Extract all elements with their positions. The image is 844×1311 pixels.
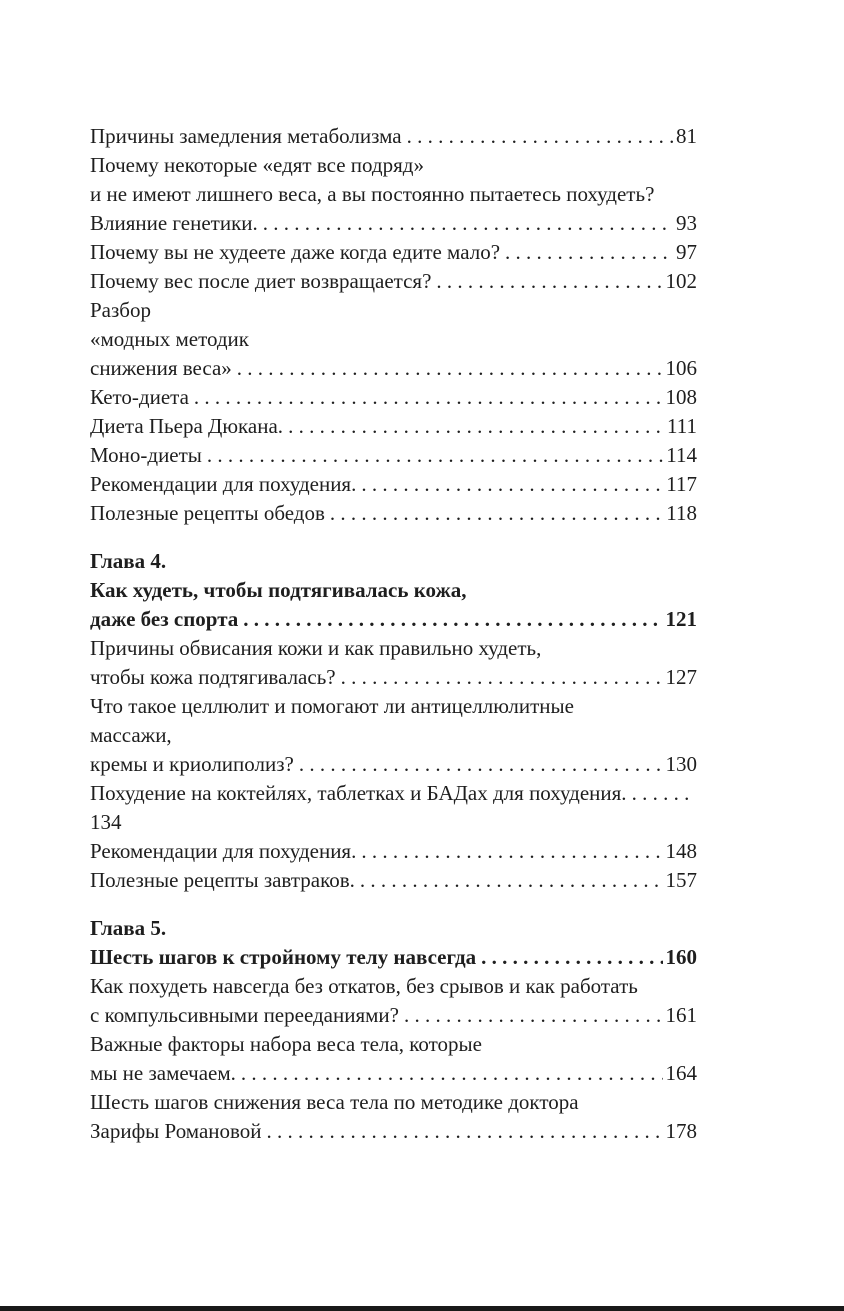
toc-entry-row [90, 972, 697, 1001]
toc-entry-title: Важные факторы набора веса тела, которые [90, 1032, 482, 1056]
toc-page-number: 178 [665, 1119, 697, 1143]
toc-entry-title: и не имеют лишнего веса, а вы постоянно пытаетесь похудеть? [90, 182, 655, 206]
toc-entry-title: Что такое целлюлит и помогают ли антицеллюлитные [90, 694, 574, 718]
toc-entry-title: Рекомендации для похудения. [90, 472, 357, 496]
dot-leader [325, 499, 663, 528]
dot-leader [627, 779, 694, 808]
toc-page-number: 118 [666, 501, 697, 525]
dot-leader [294, 750, 663, 779]
toc-entry-row [90, 441, 697, 470]
toc-entry-title: Моно-диеты [90, 443, 202, 467]
toc-entry-row [90, 412, 697, 441]
toc-entry-row [90, 383, 697, 412]
toc-entry-row [90, 1059, 697, 1088]
toc-page-number: 97 [676, 240, 697, 264]
toc-entry-row [90, 151, 697, 180]
toc-entry-title: Полезные рецепты завтраков. [90, 868, 355, 892]
toc-entry-row [90, 1117, 697, 1146]
dot-leader [236, 1059, 663, 1088]
toc-entry-title: Почему некоторые «едят все подряд» [90, 153, 424, 177]
page-bottom-edge [0, 1306, 844, 1311]
dot-leader [402, 122, 673, 151]
dot-leader [356, 837, 662, 866]
toc-entry-title: Почему вы не худеете даже когда едите мало? [90, 240, 501, 264]
toc-entry-row [90, 180, 697, 209]
toc-entry-row [90, 663, 697, 692]
dot-leader [336, 663, 663, 692]
toc-entry-row [90, 1030, 697, 1059]
toc-entry-row [90, 808, 697, 837]
toc-entry-row [90, 267, 697, 296]
dot-leader [476, 943, 662, 972]
toc-page-number: 93 [676, 211, 697, 235]
toc-chapter-row [90, 605, 697, 634]
toc-entry-row [90, 692, 697, 721]
toc-entry-title: Похудение на коктейлях, таблетках и БАДах для похудения. [90, 781, 627, 805]
dot-leader [189, 383, 663, 412]
toc-entry-title: Как похудеть навсегда без откатов, без срывов и как работать [90, 974, 638, 998]
toc-entry-row [90, 209, 697, 238]
dot-leader [258, 209, 673, 238]
toc-entry-title: Глава 5. [90, 916, 167, 940]
toc-chapter-row [90, 547, 697, 576]
toc-page-number: 108 [665, 385, 697, 409]
toc-chapter-row [90, 576, 697, 605]
toc-entry-row [90, 122, 697, 151]
toc-entry-row [90, 1001, 697, 1030]
dot-leader [283, 412, 664, 441]
dot-leader [431, 267, 662, 296]
toc-entry-title: Почему вес после диет возвращается? [90, 269, 432, 293]
toc-entry-title: Диета Пьера Дюкана. [90, 414, 284, 438]
toc-entry-title: с компульсивными перееданиями? [90, 1003, 399, 1027]
toc-page-number: 117 [666, 472, 697, 496]
toc-entry-title: Кето-диета [90, 385, 189, 409]
toc-entry-title: снижения веса» [90, 356, 232, 380]
toc-page-number: 121 [665, 607, 697, 631]
toc-entry-row [90, 750, 697, 779]
toc-page-number: 164 [665, 1061, 697, 1085]
toc-list [90, 122, 697, 1146]
toc-entry-title: Зарифы Романовой [90, 1119, 262, 1143]
toc-entry-row [90, 866, 697, 895]
toc-page-number: 161 [665, 1003, 697, 1027]
dot-leader [202, 441, 663, 470]
toc-entry-row [90, 721, 697, 750]
toc-entry-row [90, 325, 697, 354]
toc-entry-row [90, 779, 697, 808]
toc-entry-title: Шесть шагов снижения веса тела по методике доктора [90, 1090, 579, 1114]
toc-entry-row [90, 296, 697, 325]
toc-entry-title: Полезные рецепты обедов [90, 501, 325, 525]
dot-leader [355, 866, 663, 895]
toc-page-number: 130 [665, 752, 697, 776]
toc-entry-title: чтобы кожа подтягивалась? [90, 665, 336, 689]
dot-leader [262, 1117, 663, 1146]
toc-page-number: 106 [665, 356, 697, 380]
toc-entry-title: даже без спорта [90, 607, 239, 631]
toc-page-number: 127 [665, 665, 697, 689]
toc-entry-title: мы не замечаем. [90, 1061, 236, 1085]
toc-page-number: 81 [676, 124, 697, 148]
toc-entry-title: Влияние генетики. [90, 211, 258, 235]
toc-page-number: 102 [665, 269, 697, 293]
toc-entry-title: Рекомендации для похудения. [90, 839, 357, 863]
dot-leader [356, 470, 663, 499]
toc-entry-title: Как худеть, чтобы подтягивалась кожа, [90, 578, 467, 602]
dot-leader [238, 605, 662, 634]
toc-entry-title: массажи, [90, 723, 172, 747]
dot-leader [232, 354, 663, 383]
toc-page-number: 148 [665, 839, 697, 863]
toc-page-number: 157 [665, 868, 697, 892]
toc-entry-row [90, 634, 697, 663]
toc-entry-title: Причины обвисания кожи и как правильно худеть, [90, 636, 542, 660]
toc-entry-row [90, 1088, 697, 1117]
toc-entry-title: 134 [90, 810, 122, 834]
toc-entry-title: Причины замедления метаболизма [90, 124, 402, 148]
toc-entry-title: «модных методик [90, 327, 249, 351]
toc-page-number: 114 [666, 443, 697, 467]
toc-entry-row [90, 837, 697, 866]
dot-leader [399, 1001, 663, 1030]
dot-leader [500, 238, 673, 267]
toc-entry-title: Разбор [90, 298, 151, 322]
toc-page-number: 111 [667, 414, 697, 438]
toc-chapter-row [90, 914, 697, 943]
toc-entry-title: Шесть шагов к стройному телу навсегда [90, 945, 477, 969]
toc-entry-row [90, 238, 697, 267]
toc-page-number: 160 [665, 945, 697, 969]
toc-entry-row [90, 470, 697, 499]
toc-chapter-row [90, 943, 697, 972]
toc-entry-title: кремы и криолиполиз? [90, 752, 294, 776]
toc-entry-row [90, 499, 697, 528]
toc-entry-title: Глава 4. [90, 549, 167, 573]
toc-entry-row [90, 354, 697, 383]
